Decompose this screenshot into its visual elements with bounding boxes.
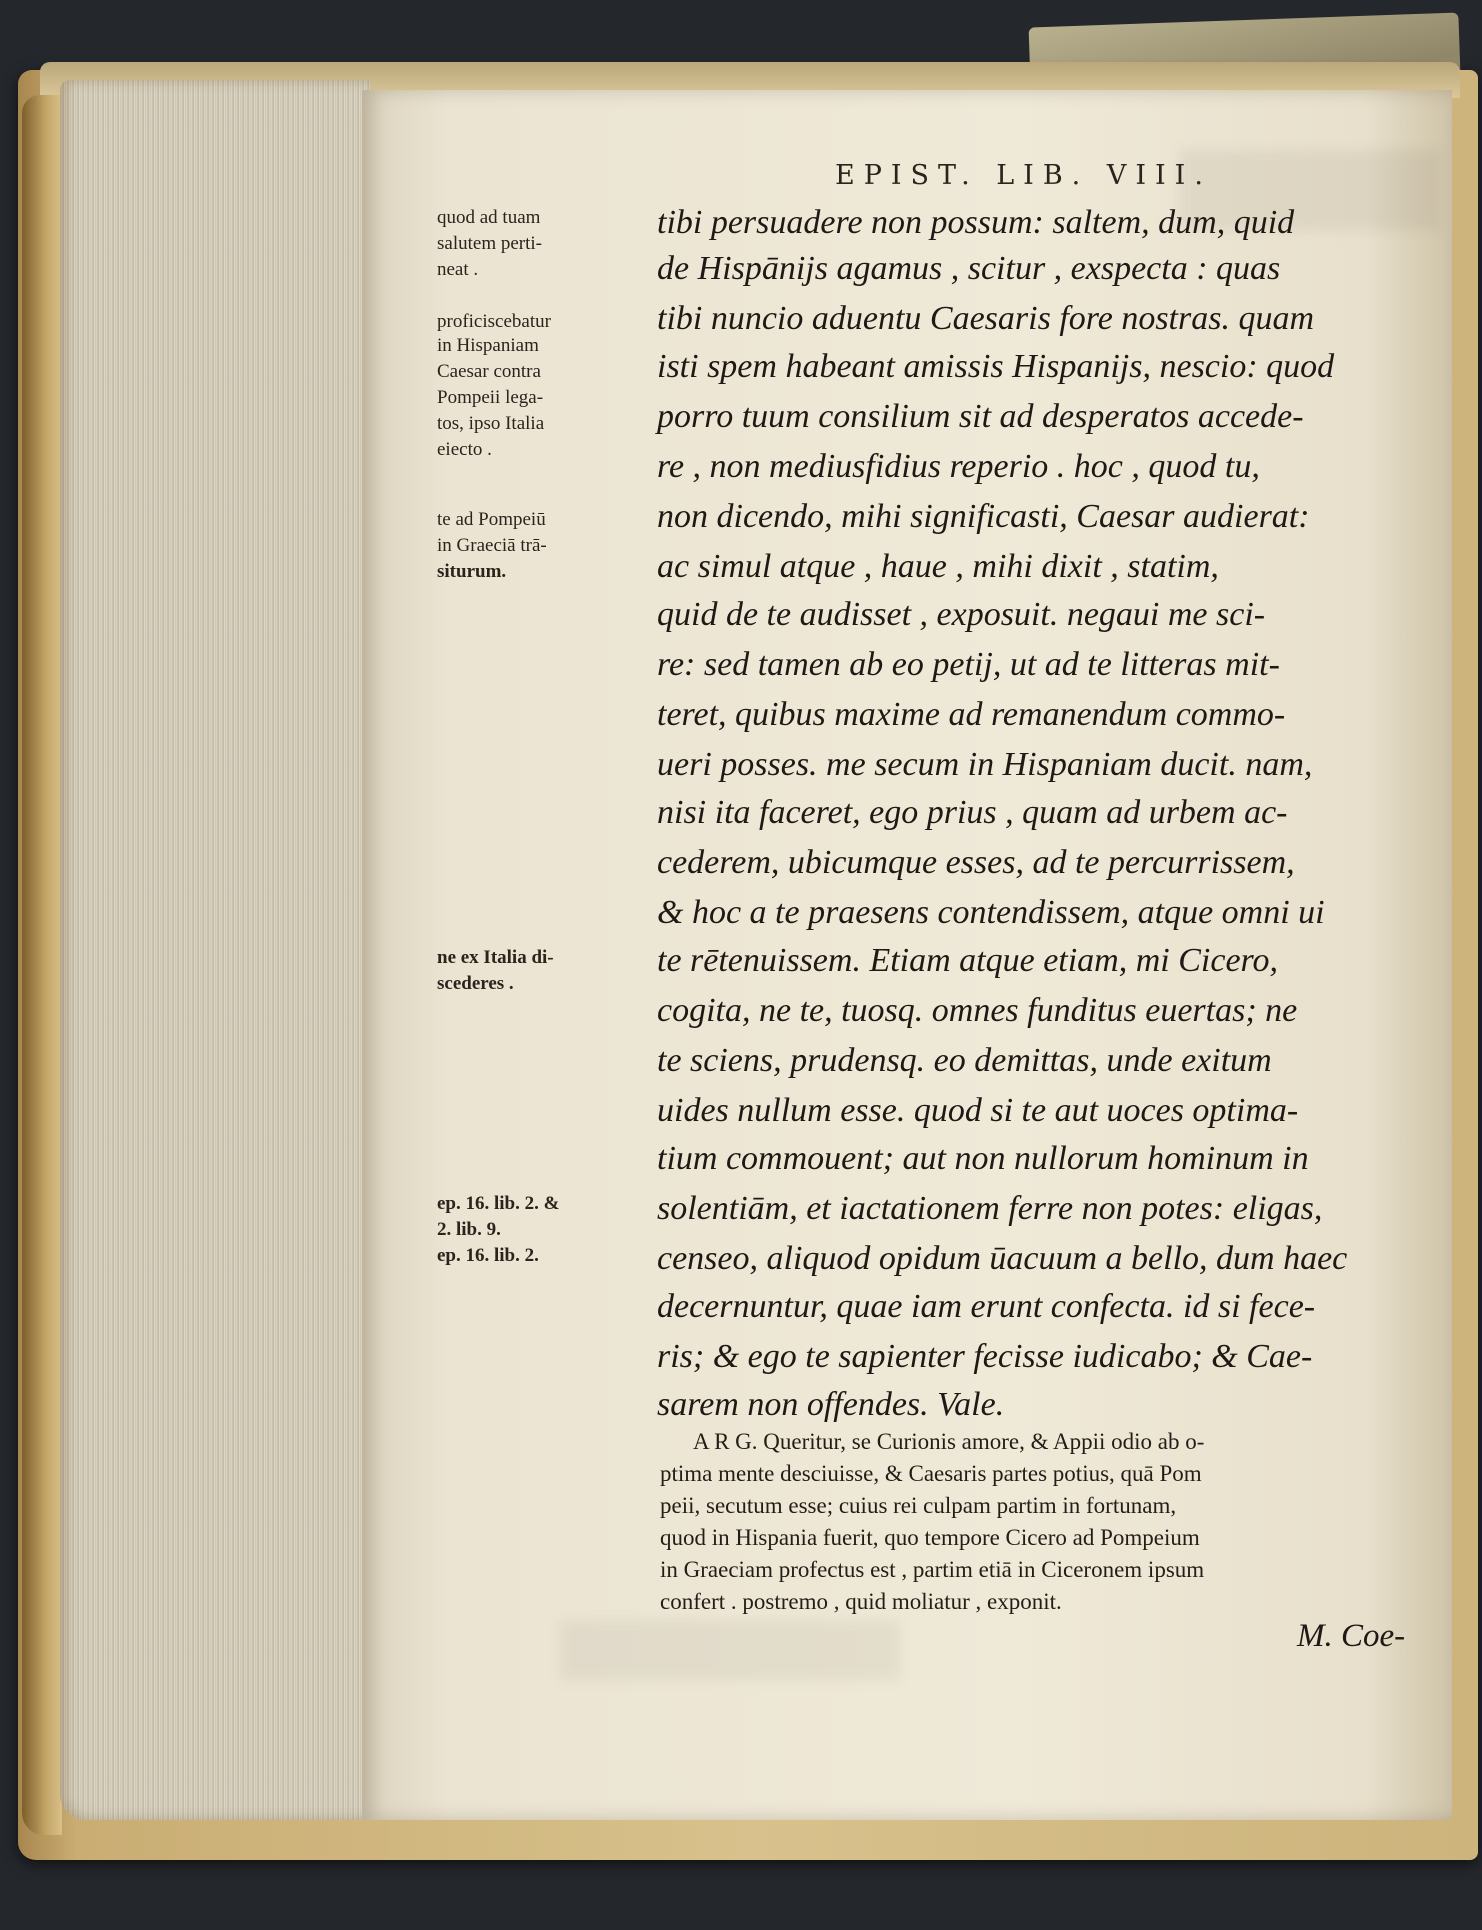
- margin-note: in Hispaniam: [437, 335, 539, 356]
- text-line: nisi ita faceret, ego prius , quam ad urbem ac-: [657, 794, 1288, 831]
- page-edges: [60, 80, 370, 1820]
- text-line: & hoc a te praesens contendissem, atque omni ui: [657, 894, 1325, 931]
- margin-note: ep. 16. lib. 2.: [437, 1245, 539, 1266]
- argument-line: ptima mente desciuisse, & Caesaris partes potius, quā Pom: [660, 1461, 1202, 1486]
- text-line: ac simul atque , haue , mihi dixit , statim,: [657, 548, 1219, 585]
- text-line: non dicendo, mihi significasti, Caesar audierat:: [657, 498, 1310, 535]
- text-line: ueri posses. me secum in Hispaniam ducit. nam,: [657, 746, 1313, 783]
- text-line: quid de te audisset , exposuit. negaui me sci-: [657, 596, 1266, 633]
- text-line: tium commouent; aut non nullorum hominum in: [657, 1140, 1309, 1177]
- margin-note: Pompeii lega-: [437, 387, 544, 408]
- page-header: EPIST. LIB. VIII.: [835, 160, 1212, 191]
- text-line: cederem, ubicumque esses, ad te percurrissem,: [657, 844, 1295, 881]
- argument-line: confert . postremo , quid moliatur , exponit.: [660, 1589, 1062, 1614]
- text-line: cogita, ne te, tuosq. omnes funditus euertas; ne: [657, 992, 1298, 1029]
- catchword: M. Coe-: [1297, 1618, 1406, 1654]
- text-line: solentiām, et iactationem ferre non potes: eligas,: [657, 1190, 1323, 1227]
- text-line: porro tuum consilium sit ad desperatos accede-: [657, 398, 1304, 435]
- margin-note: proficiscebatur: [437, 311, 551, 332]
- margin-note: siturum.: [437, 561, 507, 582]
- margin-note: quod ad tuam: [437, 207, 541, 228]
- text-line: re: sed tamen ab eo petij, ut ad te litteras mit-: [657, 646, 1280, 683]
- text-line: re , non mediusfidius reperio . hoc , quod tu,: [657, 448, 1260, 485]
- text-line: te sciens, prudensq. eo demittas, unde exitum: [657, 1042, 1272, 1079]
- margin-note: 2. lib. 9.: [437, 1219, 501, 1240]
- text-line: teret, quibus maxime ad remanendum commo-: [657, 696, 1286, 733]
- left-binding: [22, 95, 62, 1835]
- margin-note: ep. 16. lib. 2. &: [437, 1193, 560, 1214]
- margin-note: Caesar contra: [437, 361, 541, 382]
- argument-line: in Graeciam profectus est , partim etiā in Ciceronem ipsum: [660, 1557, 1205, 1582]
- text-line: sarem non offendes. Vale.: [657, 1386, 1005, 1423]
- text-line: te rētenuissem. Etiam atque etiam, mi Cicero,: [657, 942, 1279, 979]
- margin-note: eiecto .: [437, 439, 492, 460]
- margin-note: tos, ipso Italia: [437, 413, 545, 434]
- text-line: ris; & ego te sapienter fecisse iudicabo; & Cae-: [657, 1338, 1313, 1375]
- text-line: de Hispānijs agamus , scitur , exspecta : quas: [657, 250, 1281, 287]
- argument-line: quod in Hispania fuerit, quo tempore Cicero ad Pompeium: [660, 1525, 1200, 1550]
- margin-note: scederes .: [437, 973, 514, 994]
- margin-note: in Graeciā trā-: [437, 535, 547, 556]
- text-line: tibi persuadere non possum: saltem, dum, quid: [657, 204, 1295, 241]
- argument-line: A R G. Queritur, se Curionis amore, & Appii odio ab o-: [693, 1429, 1205, 1454]
- text-line: censeo, aliquod opidum ūacuum a bello, dum haec: [657, 1240, 1348, 1277]
- margin-note: neat .: [437, 259, 479, 280]
- text-line: uides nullum esse. quod si te aut uoces optima-: [657, 1092, 1299, 1129]
- margin-note: ne ex Italia di-: [437, 947, 554, 968]
- margin-note: te ad Pompeiū: [437, 509, 546, 530]
- argument-line: peii, secutum esse; cuius rei culpam partim in fortunam,: [660, 1493, 1177, 1518]
- margin-note: salutem perti-: [437, 233, 542, 254]
- bleed-through-shadow: [560, 1620, 900, 1680]
- text-line: decernuntur, quae iam erunt confecta. id si fece-: [657, 1288, 1316, 1325]
- text-line: tibi nuncio aduentu Caesaris fore nostras. quam: [657, 300, 1315, 337]
- text-line: isti spem habeant amissis Hispanijs, nescio: quod: [657, 348, 1335, 385]
